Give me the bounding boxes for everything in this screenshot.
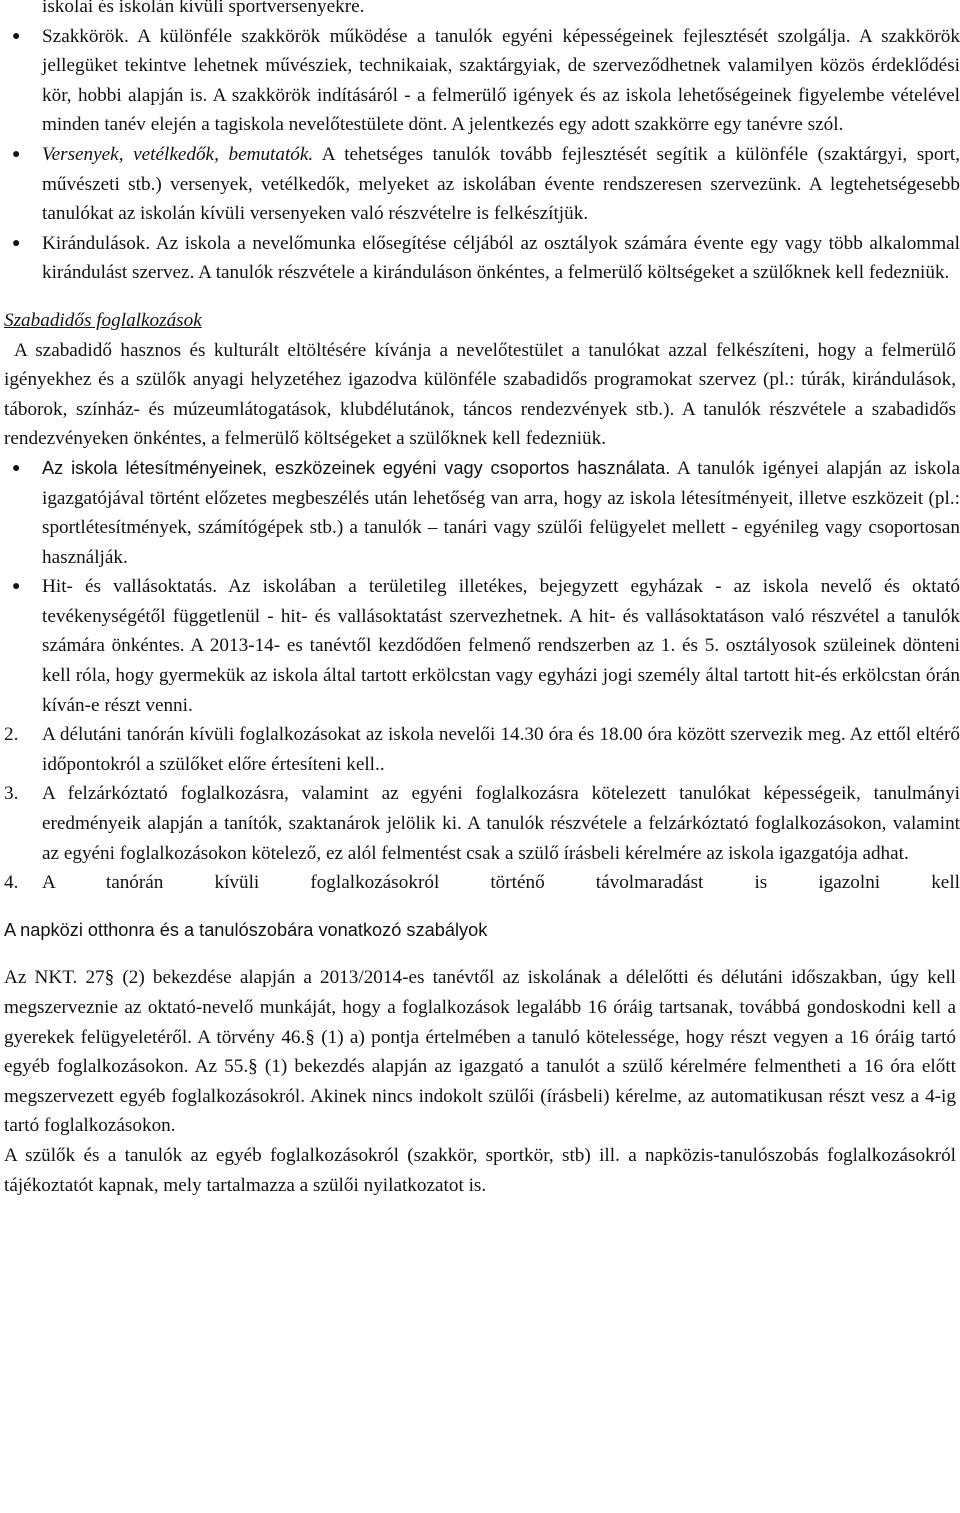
bullet-title: Kirándulások. bbox=[42, 232, 151, 254]
bullet-item-kirandulasok bbox=[0, 229, 960, 288]
bullet-text: Az iskolában a területileg illetékes, bejegyzett egyházak - az iskola nevelő és oktató tevékenységétől függetlenül - hit- és vallásoktatást szervezhetnek. A hit- és vallásoktatáson való részvétel a tanulók számára önkéntes. A 2013-14- es tanévtől kezdődően felmenő rendszerben az 1. és 5. osztályosok szüleinek dönteni kell róla, hogy gyermekük az iskola által tartott erkölcstan vagy egyházi jogi személy által tartott hit-és erkölcstan órán kíván-e részt venni. bbox=[42, 576, 960, 716]
numbered-item-3 bbox=[0, 779, 960, 868]
bullet-item-szakkorok bbox=[0, 22, 960, 140]
bullet-item-letesitmenyek bbox=[0, 454, 960, 572]
item-text: A felzárkóztató foglalkozásra, valamint az egyéni foglalkozásra kötelezett tanulókat képességeik, tanulmányi eredményeik alapján a tanítók, szaktanárok jelölik ki. A tanulók részvétele a felzárkóztató foglalkozásokon, valamint az egyéni foglalkozásokon kötelező, ez alól felmentést csak a szülő írásbeli kérelmére az iskola igazgatója adhat. bbox=[42, 783, 960, 864]
bullet-title: Szakkörök. bbox=[42, 25, 129, 47]
bullet-marker: ● bbox=[12, 28, 21, 44]
nkt-paragraph bbox=[0, 963, 960, 1141]
item-number: 3. bbox=[4, 783, 19, 805]
bullet-text: A tanulók igényei alapján az iskola igazgatójával történt előzetes megbeszélés után lehetőség van arra, hogy az iskola létesítményeit, illetve eszközeit (pl.: sportlétesítmények, számítógépek stb.) a tanulók – tanári vagy szülői felügyelet mellett - egyénileg vagy csoportosan használják. bbox=[42, 457, 960, 568]
item-number: 2. bbox=[4, 724, 19, 746]
numbered-item-2 bbox=[0, 720, 960, 779]
bullet-title: Versenyek, vetélkedők, bemutatók. bbox=[42, 143, 314, 165]
bullet-marker: ● bbox=[12, 579, 21, 595]
nkt-paragraph-text: Az NKT. 27§ (2) bekezdése alapján a 2013/2014-es tanévtől az iskolának a délelőtti és délutáni időszakban, úgy kell megszerveznie az oktató-nevelő munkáját, hogy a foglalkozások legalább 16 óráig tartsanak, továbbá gondoskodni kell a gyerekek felügyeletéről. A törvény 46.§ (1) a) pontja értelmében a tanuló kötelessége, hogy részt vegyen a 16 óráig tartó egyéb foglalkozásokon. Az 55.§ (1) bekezdés alapján az igazgató a tanulót a szülő kérelmére felmentheti a 16 óra előtt megszervezett egyéb foglalkozásokról. Akinek nincs indokolt szülői (írásbeli) kérelme, az automatikusan részt vesz a 4-ig tartó foglalkozásokon. bbox=[4, 967, 956, 1137]
bullet-item-hitoktatas bbox=[0, 572, 960, 720]
bullet-title: Az iskola létesítményeinek, eszközeinek egyéni vagy csoportos használata. bbox=[42, 457, 671, 478]
bullet-item-versenyek bbox=[0, 140, 960, 229]
bullet-text: Az iskola a nevelőmunka elősegítése céljából az osztályok számára évente egy vagy több alkalommal kirándulást szervez. A tanulók részvétele a kiránduláson önkéntes, a felmerülő költségeket a szülőknek kell fedezniük. bbox=[42, 232, 960, 284]
item-text: A tanórán kívüli foglalkozásokról történő távolmaradást is igazolni kell bbox=[42, 872, 960, 894]
last-paragraph-text: A szülők és a tanulók az egyéb foglalkozásokról (szakkör, sportkör, stb) ill. a napközis-tanulószobás foglalkozásokról tájékoztatót kapnak, mely tartalmazza a szülői nyilatkozatot is. bbox=[4, 1144, 956, 1196]
section-paragraph bbox=[0, 336, 960, 454]
bullet-marker: ● bbox=[12, 235, 21, 251]
item-number: 4. bbox=[4, 872, 19, 894]
last-paragraph bbox=[0, 1141, 960, 1200]
continuation-text: iskolai és iskolán kívüli sportversenyekre. bbox=[42, 0, 365, 17]
section-title bbox=[0, 306, 960, 336]
item-text: A délutáni tanórán kívüli foglalkozásokat az iskola nevelői 14.30 óra és 18.00 óra között szervezik meg. Az ettől eltérő időpontokról a szülőket előre értesíteni kell.. bbox=[42, 724, 960, 775]
bullet-text: A tehetséges tanulók tovább fejlesztését segítik a különféle (szaktárgyi, sport, művészeti stb.) versenyek, vetélkedők, melyeket az iskolában évente rendszeresen szervezünk. A legtehetségesebb tanulókat az iskolán kívüli versenyeken való részvételre is felkészítjük. bbox=[42, 143, 960, 225]
bullet-marker: ● bbox=[12, 146, 21, 162]
napkozi-heading-text: A napközi otthonra és a tanulószobára vonatkozó szabályok bbox=[4, 919, 488, 940]
napkozi-heading bbox=[0, 916, 960, 946]
section-paragraph-text: A szabadidő hasznos és kulturált eltöltésére kívánja a nevelőtestület a tanulókat azzal felkészíteni, hogy a felmerülő igényekhez és a szülők anyagi helyzetéhez igazodva különféle szabadidős programokat szervez (pl.: túrák, kirándulások, táborok, színház- és múzeumlátogatások, klubdélutánok, táncos rendezvények stb.). A tanulók részvétele a szabadidős rendezvényeken önkéntes, a felmerülő költségeket a szülőknek kell fedezniük. bbox=[4, 339, 956, 450]
section-title-text: Szabadidős foglalkozások bbox=[4, 309, 202, 331]
numbered-item-4 bbox=[0, 868, 960, 898]
bullet-title: Hit- és vallásoktatás. bbox=[42, 576, 218, 598]
bullet-marker: ● bbox=[12, 460, 21, 476]
bullet-text: A különféle szakkörök működése a tanulók egyéni képességeinek fejlesztését szolgálja. A szakkörök jellegüket tekintve lehetnek művésziek, technikaiak, szaktárgyiak, de szerveződhetnek valamilyen közös érdeklődési kör, hobbi alapján is. A szakkörök indításáról - a felmerülő igények és az iskola lehetőségeinek figyelembe vételével minden tanév elején a tagiskola nevelőtestülete dönt. A jelentkezés egy adott szakkörre egy tanévre szól. bbox=[42, 25, 960, 136]
